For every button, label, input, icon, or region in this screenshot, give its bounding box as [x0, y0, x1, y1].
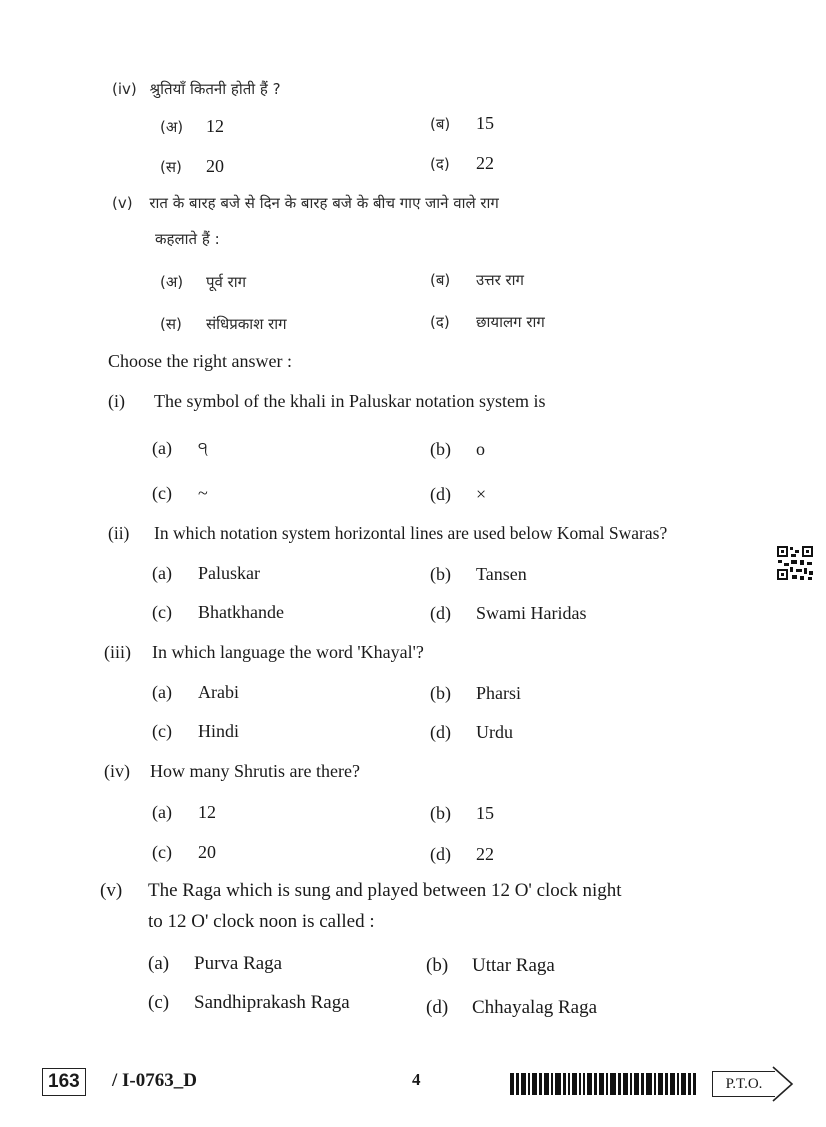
option-label: (b) — [430, 803, 451, 823]
option-label: (d) — [430, 484, 451, 504]
option — [152, 482, 208, 504]
option-label: (a) — [152, 802, 172, 822]
question-text-line1: The Raga which is sung and played between 12 O' clock night — [148, 880, 622, 901]
option — [430, 268, 524, 291]
pto-label: P.T.O. — [712, 1071, 775, 1097]
option-label: (c) — [152, 483, 172, 503]
question-number: (ii) — [108, 523, 130, 543]
option — [430, 843, 494, 865]
option-text: 15 — [476, 803, 494, 823]
english-question-2 — [108, 522, 667, 544]
paper-code: / I-0763_D — [112, 1070, 197, 1091]
option-label: (स) — [160, 315, 182, 333]
option — [148, 992, 350, 1014]
option — [160, 155, 224, 178]
option-text: 22 — [476, 153, 494, 173]
option-text: 20 — [206, 156, 224, 176]
option-text: Hindi — [198, 721, 240, 741]
option-text: 12 — [206, 116, 224, 136]
barcode-icon — [510, 1073, 696, 1095]
question-number: (i) — [108, 391, 125, 411]
option — [152, 562, 260, 584]
option-text: Paluskar — [198, 563, 260, 583]
option-label: (c) — [148, 992, 170, 1013]
question-number: (iv) — [104, 761, 130, 781]
option-label: (a) — [152, 682, 172, 702]
qr-code-icon — [776, 545, 814, 581]
hindi-question-4 — [112, 78, 281, 100]
option-label: (ब) — [430, 115, 451, 133]
question-number: (v) — [100, 880, 123, 901]
english-question-1 — [108, 390, 545, 412]
arrow-right-icon — [772, 1066, 794, 1102]
english-question-4 — [104, 760, 360, 782]
question-text: How many Shrutis are there? — [150, 761, 360, 781]
option-text: 12 — [198, 802, 216, 822]
option-text: 22 — [476, 844, 494, 864]
option — [426, 955, 555, 977]
option-label: (द) — [430, 313, 450, 331]
option — [148, 953, 282, 975]
question-text-line2: कहलाते हैं : — [155, 230, 220, 248]
option — [430, 721, 513, 743]
option-text: o — [476, 439, 485, 459]
option-text: Chhayalag Raga — [472, 997, 598, 1018]
option — [152, 601, 284, 623]
option-label: (अ) — [160, 273, 184, 291]
option-label: (c) — [152, 602, 172, 622]
option — [430, 310, 545, 333]
option — [430, 682, 521, 704]
option-label: (c) — [152, 721, 172, 741]
option-text: संधिप्रकाश राग — [206, 315, 287, 333]
option — [152, 720, 239, 742]
paper-number-box: 163 — [42, 1068, 86, 1096]
option-label: (d) — [430, 603, 451, 623]
english-question-5-line2 — [148, 911, 375, 933]
option — [160, 115, 224, 138]
option-label: (ब) — [430, 271, 451, 289]
option-text: पूर्व राग — [206, 273, 247, 291]
option — [430, 563, 527, 585]
option — [152, 681, 239, 703]
option-label: (b) — [426, 955, 449, 976]
option-label: (b) — [430, 439, 451, 459]
option — [426, 997, 597, 1019]
option — [430, 602, 586, 624]
option-label: (c) — [152, 842, 172, 862]
option-text: Urdu — [476, 722, 513, 742]
option — [430, 152, 494, 175]
option-label: (d) — [426, 997, 449, 1018]
option-text: 20 — [198, 842, 216, 862]
question-number: (v) — [112, 194, 133, 212]
option-label: (b) — [430, 683, 451, 703]
option — [430, 483, 486, 505]
option-text: उत्तर राग — [476, 271, 524, 289]
option — [430, 438, 485, 460]
option-text: ~ — [198, 483, 208, 503]
option-label: (a) — [152, 563, 172, 583]
question-text-line2: to 12 O' clock noon is called : — [148, 911, 375, 932]
option-label: (a) — [152, 438, 172, 458]
option — [160, 312, 287, 335]
option — [430, 112, 494, 135]
english-question-3 — [104, 641, 424, 663]
option-label: (द) — [430, 155, 450, 173]
option-text: ੧ — [198, 438, 208, 458]
option-text: Arabi — [198, 682, 239, 702]
section-heading: Choose the right answer : — [108, 351, 292, 371]
option-text: Purva Raga — [194, 953, 283, 974]
option-text: Bhatkhande — [198, 602, 284, 622]
option-label: (b) — [430, 564, 451, 584]
question-text: श्रुतियाँ कितनी होती हैं ? — [149, 80, 281, 98]
option-text: × — [476, 484, 487, 504]
option — [152, 437, 208, 459]
option-text: Uttar Raga — [472, 955, 555, 976]
option-label: (d) — [430, 722, 451, 742]
option-label: (स) — [160, 158, 182, 176]
question-number: (iii) — [104, 642, 131, 662]
option-label: (अ) — [160, 118, 184, 136]
option — [430, 802, 494, 824]
hindi-question-5 — [112, 192, 499, 214]
english-question-5 — [100, 880, 622, 902]
question-number: (iv) — [112, 80, 137, 98]
page-number: 4 — [412, 1070, 421, 1089]
option — [152, 841, 216, 863]
question-text: The symbol of the khali in Paluskar notation system is — [154, 391, 546, 411]
option-text: Tansen — [476, 564, 527, 584]
option-text: Sandhiprakash Raga — [194, 992, 350, 1013]
question-text: In which language the word 'Khayal'? — [152, 642, 424, 662]
option-text: Pharsi — [476, 683, 521, 703]
question-text-line1: रात के बारह बजे से दिन के बारह बजे के बीच गाए जाने वाले राग — [149, 194, 499, 212]
option-label: (d) — [430, 844, 451, 864]
option-label: (a) — [148, 953, 170, 974]
option-text: छायालग राग — [476, 313, 545, 331]
option-text: Swami Haridas — [476, 603, 587, 623]
question-text: In which notation system horizontal lines are used below Komal Swaras? — [154, 523, 668, 543]
option-text: 15 — [476, 113, 494, 133]
option — [160, 270, 246, 293]
option — [152, 801, 216, 823]
hindi-question-5-line2 — [155, 228, 220, 250]
